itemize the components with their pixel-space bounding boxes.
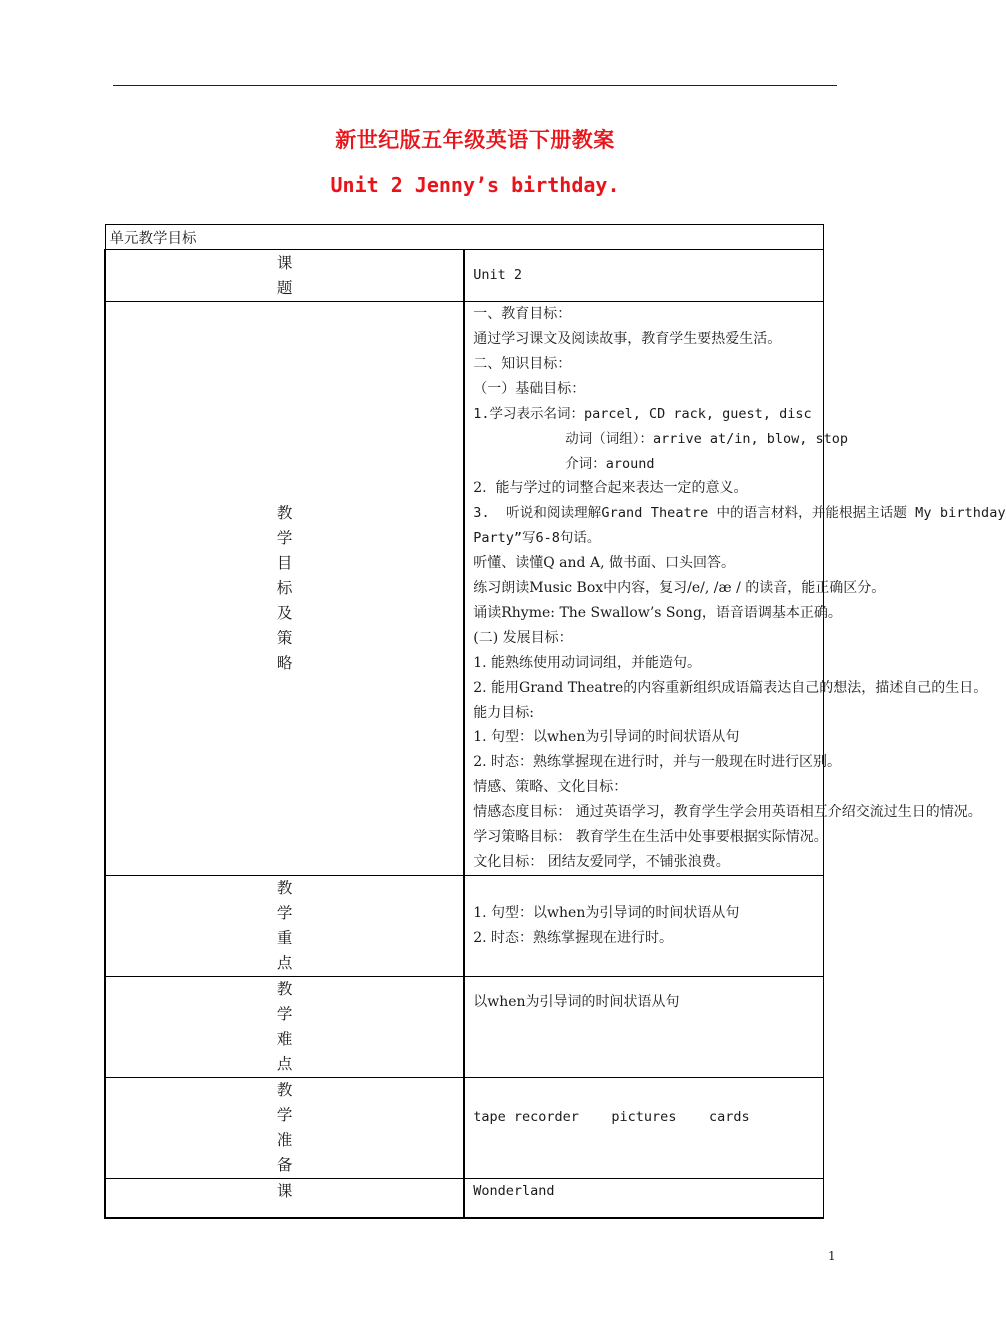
list-item: 二、知识目标：	[473, 355, 572, 372]
page-number: 1	[828, 1249, 836, 1263]
list-item: 动词（词组）：arrive at/in, blow, stop	[565, 430, 849, 447]
list-item: 情感、策略、文化目标：	[473, 779, 628, 796]
list-item: 2. 时态：熟练掌握现在进行时，并与一般现在时进行区别。	[473, 754, 842, 771]
preparation-content: tape recorder pictures cards	[464, 1078, 823, 1179]
list-item: 通过学习课文及阅读故事，教育学生要热爱生活。	[473, 330, 782, 347]
topic-value: Unit 2	[464, 250, 823, 302]
list-item: 2. 能用Grand Theatre的内容重新组织成语篇表达自己的想法，描述自己的生日。	[473, 679, 988, 696]
list-item: (二) 发展目标：	[473, 629, 573, 646]
list-item: 听懂、读懂Q and A, 做书面、口头回答。	[473, 555, 735, 572]
list-item: 1.学习表示名词：parcel, CD rack, guest, disc	[473, 405, 812, 422]
row-label-difficulties: 教 学 难 点	[105, 977, 464, 1078]
list-item: 一、教育目标：	[473, 306, 572, 323]
table-row-difficulties	[105, 977, 824, 1078]
list-item: （一）基础目标：	[473, 380, 586, 397]
goals-content	[464, 302, 1006, 876]
difficulties-content: 以when为引导词的时间状语从句	[464, 977, 823, 1078]
row-label-key-points: 教 学 重 点	[105, 876, 464, 977]
table-row-topic	[105, 250, 824, 302]
list-item: 1. 能熟练使用动词词组，并能造句。	[473, 654, 702, 671]
lesson-plan-table	[104, 224, 1006, 1219]
document-title: 新世纪版五年级英语下册教案	[335, 128, 615, 152]
table-row-key-points	[105, 876, 824, 977]
table-header: 单元教学目标	[105, 225, 824, 250]
table-row-preparation	[105, 1078, 824, 1179]
header-rule	[113, 85, 837, 86]
row-label-preparation: 教 学 准 备	[105, 1078, 464, 1179]
document-subtitle: Unit 2 Jenny’s birthday.	[330, 173, 620, 197]
row-label-lesson: 课	[105, 1179, 464, 1219]
list-item: 练习朗读Music Box中内容，复习/e/, /æ / 的读音，能正确区分。	[473, 580, 886, 597]
list-item: 2. 能与学过的词整合起来表达一定的意义。	[473, 480, 748, 497]
list-item: 介词：around	[565, 455, 655, 472]
row-label-goals: 教 学 目 标 及 策 略	[105, 302, 464, 876]
list-item: 学习策略目标： 教育学生在生活中处事要根据实际情况。	[473, 829, 828, 846]
key-points-content	[464, 876, 823, 977]
list-item: 2. 时态：熟练掌握现在进行时。	[473, 930, 674, 946]
list-item: 能力目标:	[473, 704, 534, 721]
list-item: 3. 听说和阅读理解Grand Theatre 中的语言材料，并能根据主话题 My birthday	[473, 505, 1006, 522]
row-label-topic: 课 题	[105, 250, 464, 302]
table-row-lesson	[105, 1179, 824, 1219]
list-item: 1. 句型：以when为引导词的时间状语从句	[473, 729, 740, 746]
list-item: 文化目标： 团结友爱同学，不铺张浪费。	[473, 854, 730, 871]
lesson-content: Wonderland	[464, 1179, 823, 1219]
table-row-goals	[105, 302, 824, 876]
list-item: 诵读Rhyme: The Swallow’s Song，语音语调基本正确。	[473, 604, 842, 621]
list-item: 1. 句型：以when为引导词的时间状语从句	[473, 905, 740, 922]
list-item: 情感态度目标： 通过英语学习，教育学生学会用英语相互介绍交流过生日的情况。	[473, 804, 982, 821]
list-item: Party”写6-8句话。	[473, 530, 601, 547]
